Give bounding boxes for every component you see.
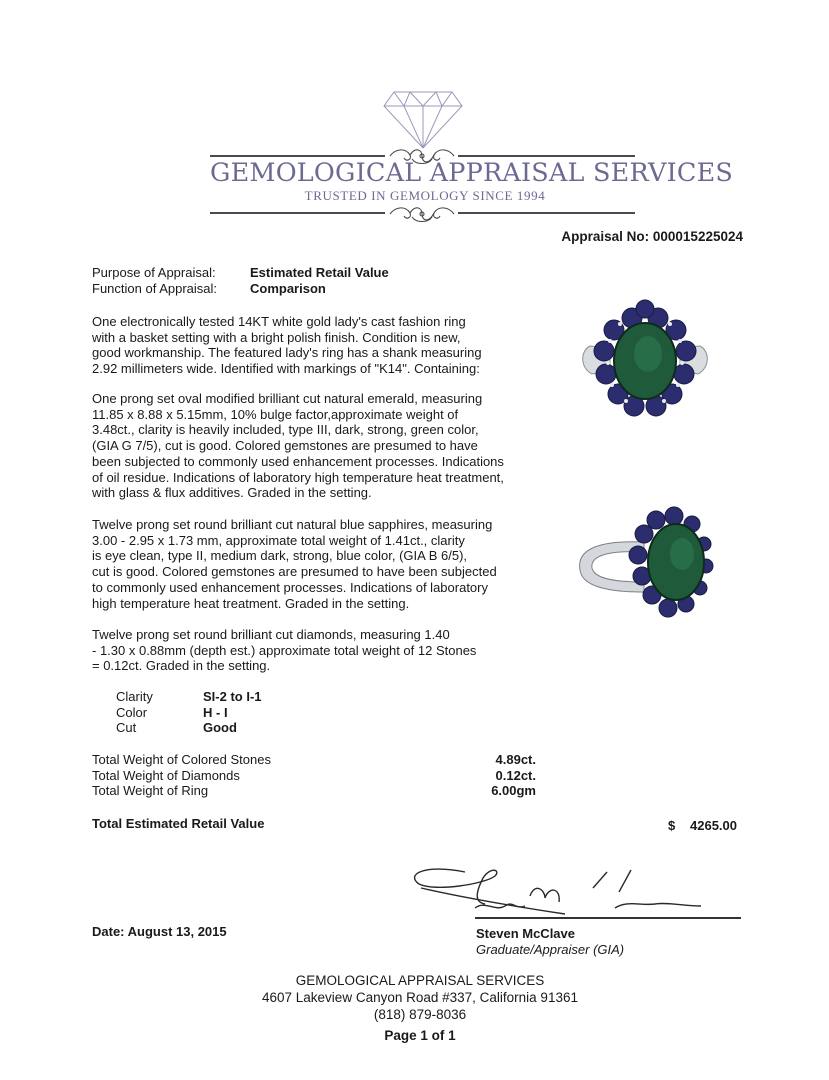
signature-icon <box>405 862 705 922</box>
appraisal-number-value: 000015225024 <box>652 229 743 244</box>
footer-address: 4607 Lakeview Canyon Road #337, California 91361 <box>262 990 578 1005</box>
text-line: Twelve prong set round brilliant cut diamonds, measuring 1.40 <box>92 627 450 642</box>
grade-value-clarity: SI-2 to I-1 <box>203 689 262 704</box>
retail-value-amount: 4265.00 <box>690 818 737 833</box>
text-line: (GIA G 7/5), cut is good. Colored gemstones are presumed to have <box>92 438 478 454</box>
total-value-diamonds: 0.12ct. <box>495 768 536 783</box>
footer <box>220 972 620 1044</box>
total-label-diamonds: Total Weight of Diamonds <box>92 768 240 783</box>
bottom-rule-right <box>458 212 635 214</box>
text-line: 3.00 - 2.95 x 1.73 mm, approximate total weight of 1.41ct., clarity <box>92 532 465 548</box>
text-line: high temperature heat treatment. Graded in the setting. <box>92 595 410 611</box>
text-line: = 0.12ct. Graded in the setting. <box>92 658 271 674</box>
appraisal-number-label: Appraisal No: <box>561 229 650 244</box>
text-line: One prong set oval modified brilliant cut natural emerald, measuring <box>92 391 483 406</box>
function-label: Function of Appraisal: <box>92 281 218 296</box>
text-line: with glass & flux additives. Graded in the setting. <box>92 485 372 501</box>
flourish-icon <box>388 203 456 225</box>
retail-value-label: Total Estimated Retail Value <box>92 816 265 831</box>
ring-description <box>92 314 532 377</box>
top-rule-left <box>210 155 385 157</box>
text-line: 3.48ct., clarity is heavily included, type III, dark, strong, green color, <box>92 422 479 438</box>
text-line: good workmanship. The featured lady's ring has a shank measuring <box>92 345 482 361</box>
ring-top-view-image <box>570 296 720 436</box>
grade-label-clarity: Clarity <box>116 689 153 704</box>
company-name: GEMOLOGICAL APPRAISAL SERVICES <box>210 158 734 188</box>
appraiser-title: Graduate/Appraiser (GIA) <box>476 942 625 957</box>
footer-phone: (818) 879-8036 <box>373 1007 467 1022</box>
grade-label-color: Color <box>116 705 148 720</box>
text-line: with a basket setting with a bright polish finish. Condition is new, <box>92 329 461 345</box>
text-line: of oil residue. Indications of laboratory high temperature heat treatment, <box>92 469 504 485</box>
grade-label-cut: Cut <box>116 720 137 735</box>
ring-side-view-image <box>572 500 722 625</box>
bottom-rule-left <box>210 212 385 214</box>
text-line: Twelve prong set round brilliant cut natural blue sapphires, measuring <box>92 517 493 532</box>
retail-value-currency: $ <box>668 818 676 833</box>
text-line: - 1.30 x 0.88mm (depth est.) approximate total weight of 12 Stones <box>92 642 477 658</box>
text-line: 11.85 x 8.88 x 5.15mm, 10% bulge factor,approximate weight of <box>92 406 459 422</box>
total-label-ring: Total Weight of Ring <box>92 783 209 798</box>
total-value-ring: 6.00gm <box>491 783 536 798</box>
text-line: cut is good. Colored gemstones are presumed to have been subjected <box>92 564 497 580</box>
appraisal-number <box>561 229 743 244</box>
grade-value-color: H - I <box>203 705 228 720</box>
text-line: 2.92 millimeters wide. Identified with markings of "K14". Containing: <box>92 361 480 377</box>
page-indicator: Page 1 of 1 <box>384 1028 456 1043</box>
grade-value-cut: Good <box>203 720 237 735</box>
text-line: One electronically tested 14KT white gold lady's cast fashion ring <box>92 314 466 329</box>
company-tagline: TRUSTED IN GEMOLOGY SINCE 1994 <box>304 188 546 203</box>
signature-line <box>475 917 741 919</box>
diamond-icon <box>382 90 464 150</box>
text-line: been subjected to commonly used enhancement processes. Indications <box>92 453 504 469</box>
footer-company: GEMOLOGICAL APPRAISAL SERVICES <box>295 973 545 988</box>
text-line: is eye clean, type II, medium dark, strong, blue color, (GIA B 6/5), <box>92 548 468 564</box>
text-line: to commonly used enhancement processes. Indications of laboratory <box>92 579 488 595</box>
purpose-value: Estimated Retail Value <box>250 265 389 280</box>
emerald-description <box>92 391 532 501</box>
diamond-description <box>92 627 532 674</box>
top-rule-right <box>458 155 635 157</box>
function-value: Comparison <box>250 281 326 296</box>
total-value-colored-stones: 4.89ct. <box>495 752 536 767</box>
sapphire-description <box>92 517 532 611</box>
purpose-label: Purpose of Appraisal: <box>92 265 216 280</box>
appraiser-name: Steven McClave <box>476 926 575 941</box>
appraisal-date: Date: August 13, 2015 <box>92 924 227 939</box>
total-label-colored-stones: Total Weight of Colored Stones <box>92 752 271 767</box>
